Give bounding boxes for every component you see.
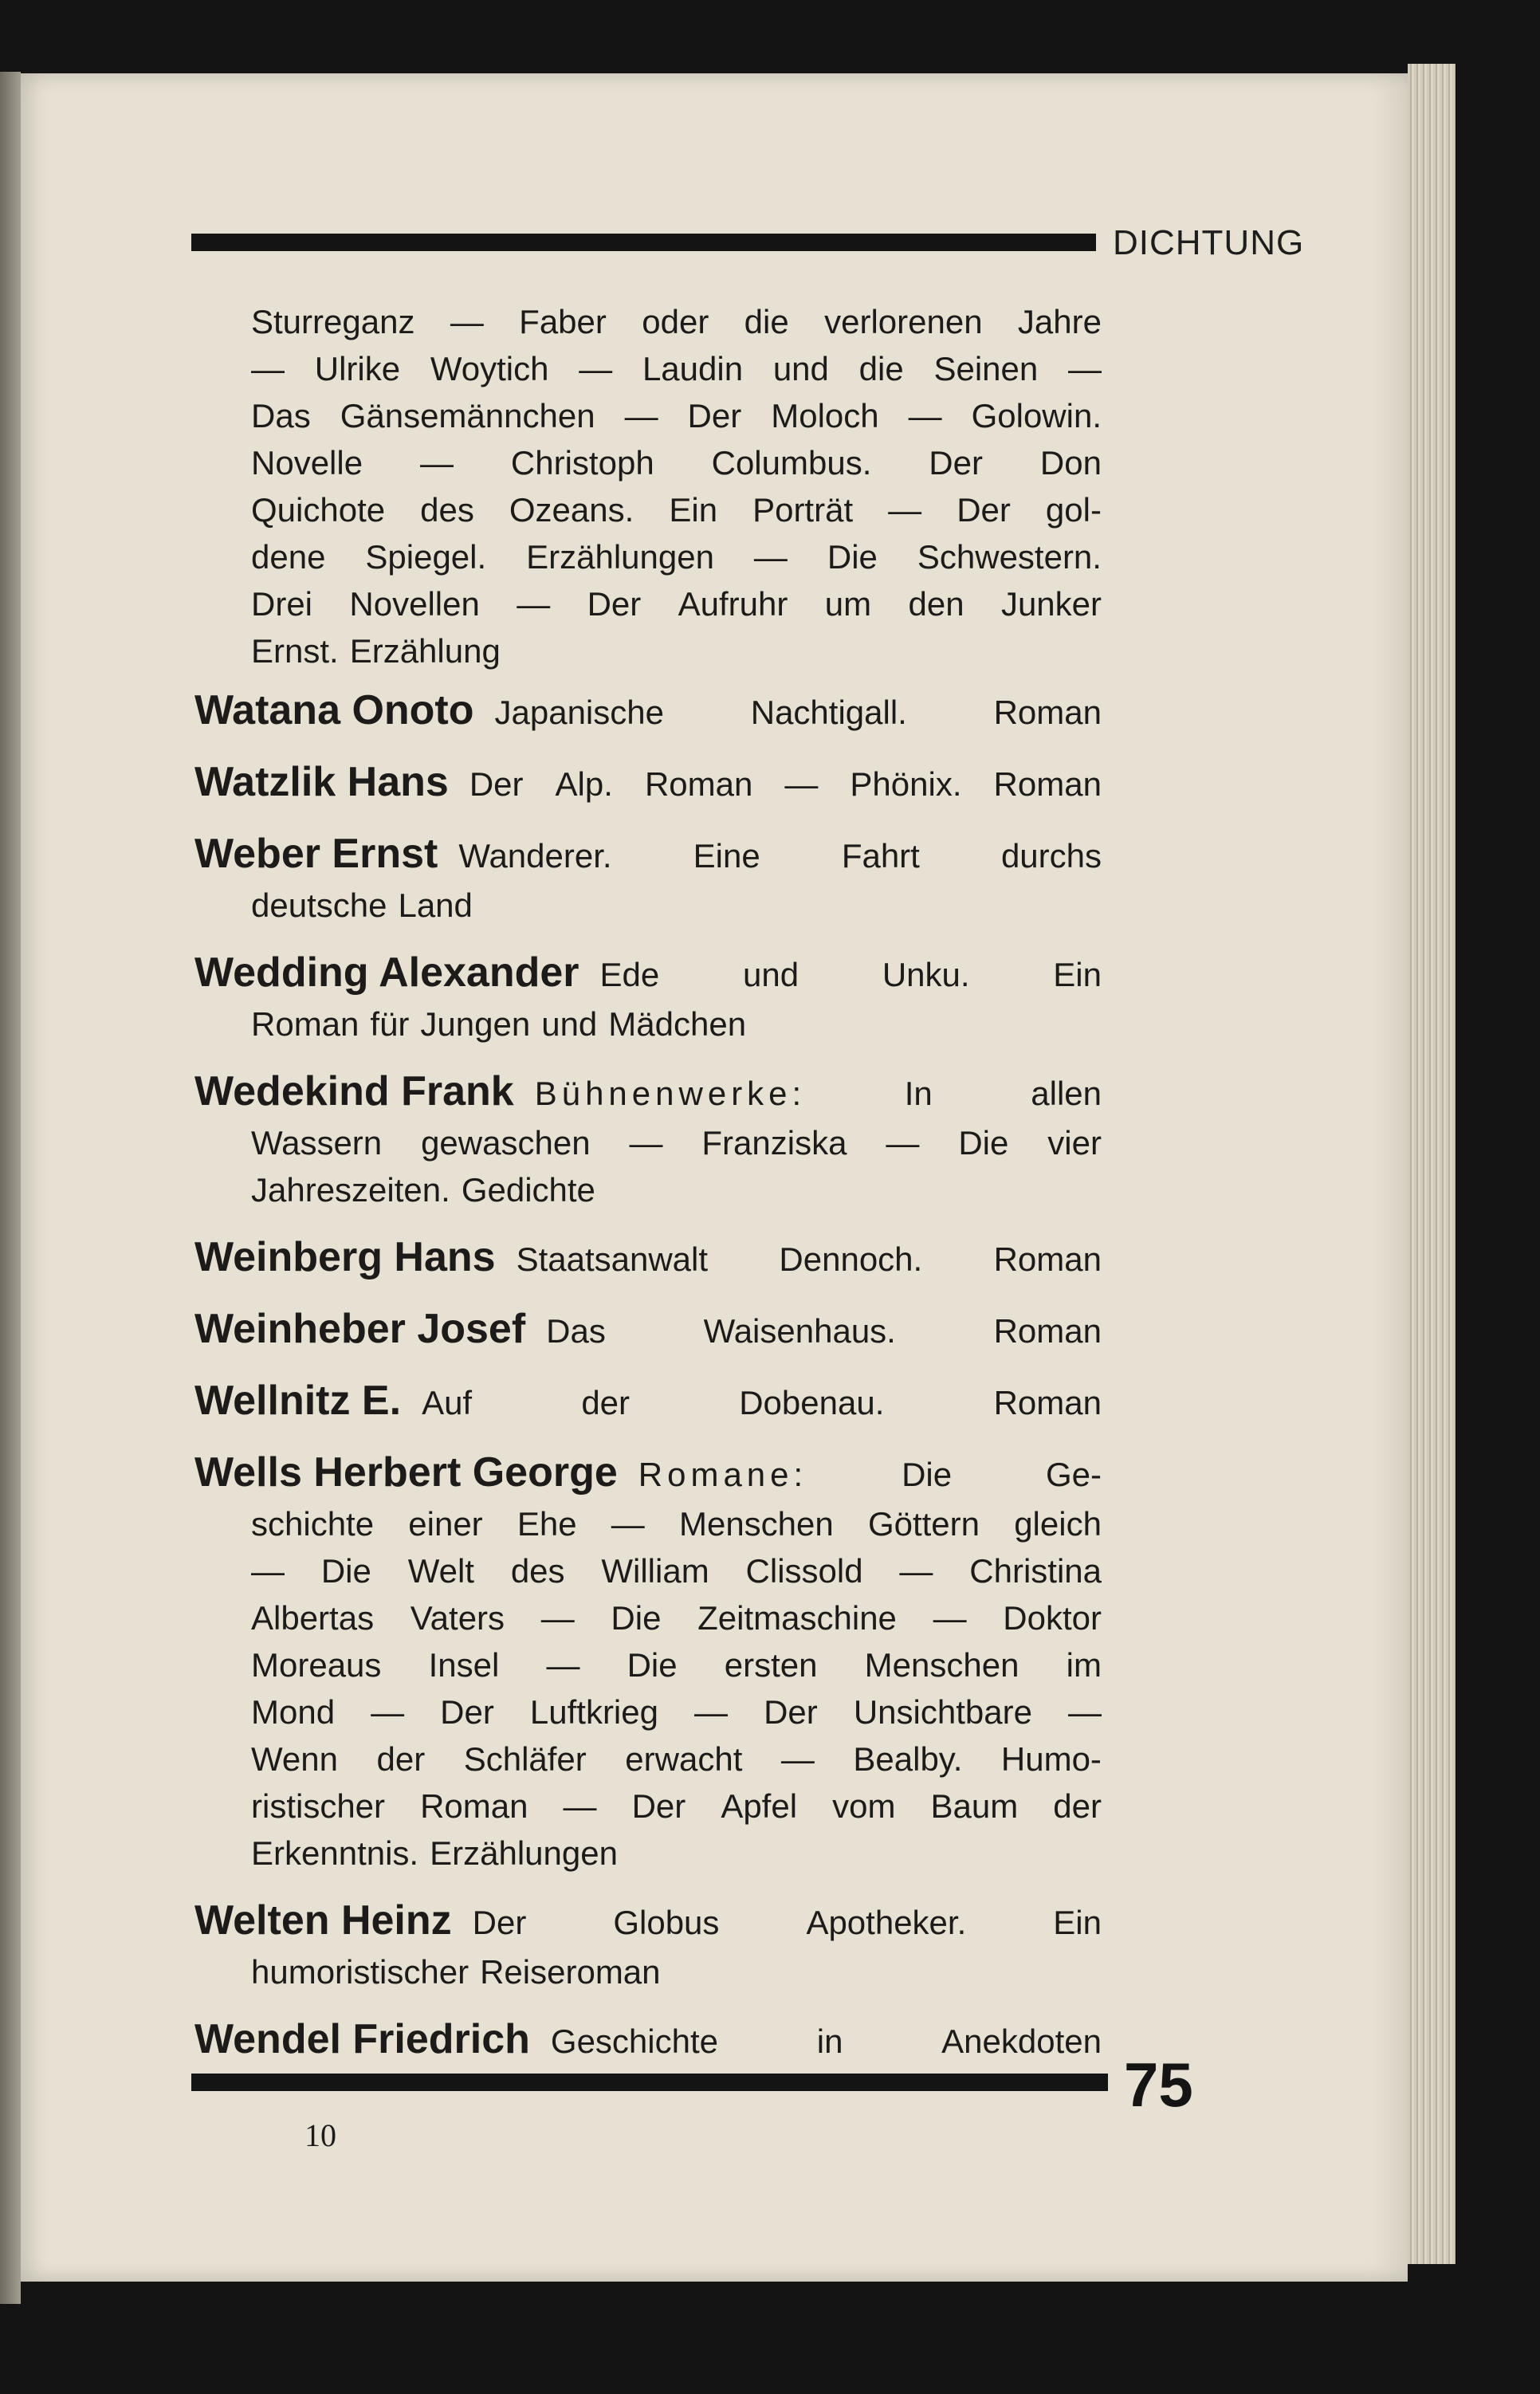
- work-title: Japanische Nachtigall. Roman: [494, 694, 1102, 731]
- text-line: schichte einer Ehe — Menschen Göttern gleich: [251, 1505, 1102, 1543]
- catalog-entry: [194, 1301, 1102, 1357]
- work-title: Wanderer. Eine Fahrt durchs: [458, 837, 1102, 875]
- text-line: Wassern gewaschen — Franziska — Die vier: [251, 1124, 1102, 1162]
- catalog-entry: [194, 682, 1102, 738]
- entry-head-line: [194, 1893, 1102, 1948]
- catalog-entry: [194, 1445, 1102, 1877]
- catalog-entry: [194, 1063, 1102, 1213]
- author-name: Watana Onoto: [194, 687, 474, 733]
- continuation-block: [194, 298, 1102, 674]
- work-title: Das Waisenhaus. Roman: [546, 1312, 1102, 1350]
- work-title: Romane: Die Ge-: [638, 1456, 1102, 1493]
- catalog-entry: [194, 2011, 1102, 2067]
- author-name: Weber Ernst: [194, 831, 438, 877]
- text-line: Wenn der Schläfer erwacht — Bealby. Humo-: [251, 1740, 1102, 1778]
- book-spine-left: [0, 72, 21, 2304]
- header-rule: [191, 234, 1096, 251]
- author-name: Wellnitz E.: [194, 1378, 402, 1424]
- text-line: Erkenntnis. Erzählungen: [251, 1834, 618, 1872]
- entry-head-line: [194, 2011, 1102, 2067]
- entry-head-line: [194, 682, 1102, 738]
- entry-head-line: [194, 1229, 1102, 1285]
- text-line: Quichote des Ozeans. Ein Porträt — Der gol-: [251, 491, 1102, 529]
- text-line: Jahreszeiten. Gedichte: [251, 1171, 595, 1209]
- text-line: deutsche Land: [251, 886, 473, 924]
- text-line: Drei Novellen — Der Aufruhr um den Junker: [251, 585, 1102, 623]
- text-line: Roman für Jungen und Mädchen: [251, 1005, 747, 1043]
- text-line: Moreaus Insel — Die ersten Menschen im: [251, 1646, 1102, 1684]
- text-line: Albertas Vaters — Die Zeitmaschine — Doktor: [251, 1599, 1102, 1637]
- author-name: Wedekind Frank: [194, 1068, 514, 1114]
- work-title: Der Globus Apotheker. Ein: [472, 1904, 1102, 1941]
- text-line: — Ulrike Woytich — Laudin und die Seinen —: [251, 350, 1102, 387]
- page-number: 75: [1124, 2050, 1193, 2120]
- work-title: Geschichte in Anekdoten: [550, 2023, 1102, 2060]
- author-name: Wells Herbert George: [194, 1449, 618, 1496]
- catalog-entry: [194, 826, 1102, 929]
- running-head: DICHTUNG: [1113, 223, 1305, 262]
- entry-head-line: [194, 945, 1102, 1000]
- entries-list: [194, 682, 1102, 2067]
- catalog-entry: [194, 1229, 1102, 1285]
- catalog-entry: [194, 945, 1102, 1048]
- work-title: Auf der Dobenau. Roman: [422, 1384, 1102, 1421]
- entry-head-line: [194, 1445, 1102, 1500]
- entry-head-line: [194, 1373, 1102, 1429]
- catalog-entry: [194, 1373, 1102, 1429]
- entry-head-line: [194, 1301, 1102, 1357]
- text-line: dene Spiegel. Erzählungen — Die Schwestern.: [251, 538, 1102, 576]
- catalog-entry: [194, 754, 1102, 810]
- author-name: Weinheber Josef: [194, 1306, 526, 1352]
- text-line: humoristischer Reiseroman: [251, 1953, 661, 1991]
- text-line: Sturreganz — Faber oder die verlorenen Jahre: [251, 303, 1102, 340]
- entry-head-line: [194, 826, 1102, 882]
- catalog-content: [194, 298, 1102, 2067]
- text-line: Das Gänsemännchen — Der Moloch — Golowin.: [251, 397, 1102, 434]
- page-fore-edge: [1408, 64, 1456, 2264]
- work-title: Staatsanwalt Dennoch. Roman: [516, 1240, 1102, 1278]
- text-line: Novelle — Christoph Columbus. Der Don: [251, 444, 1102, 482]
- work-title: Der Alp. Roman — Phönix. Roman: [469, 765, 1102, 803]
- printer-signature: 10: [304, 2117, 336, 2153]
- author-name: Weinberg Hans: [194, 1234, 496, 1280]
- text-line: Mond — Der Luftkrieg — Der Unsichtbare —: [251, 1693, 1102, 1731]
- author-name: Watzlik Hans: [194, 759, 449, 805]
- text-line: — Die Welt des William Clissold — Christina: [251, 1552, 1102, 1590]
- work-title: Bühnenwerke: In allen: [534, 1075, 1102, 1112]
- author-name: Wendel Friedrich: [194, 2016, 530, 2062]
- author-name: Welten Heinz: [194, 1897, 452, 1944]
- entry-head-line: [194, 754, 1102, 810]
- text-line: Ernst. Erzählung: [251, 632, 501, 670]
- work-title: Ede und Unku. Ein: [599, 956, 1102, 993]
- text-line: ristischer Roman — Der Apfel vom Baum der: [251, 1787, 1102, 1825]
- footer-rule: [191, 2074, 1108, 2091]
- catalog-entry: [194, 1893, 1102, 1995]
- author-name: Wedding Alexander: [194, 949, 579, 996]
- entry-head-line: [194, 1063, 1102, 1119]
